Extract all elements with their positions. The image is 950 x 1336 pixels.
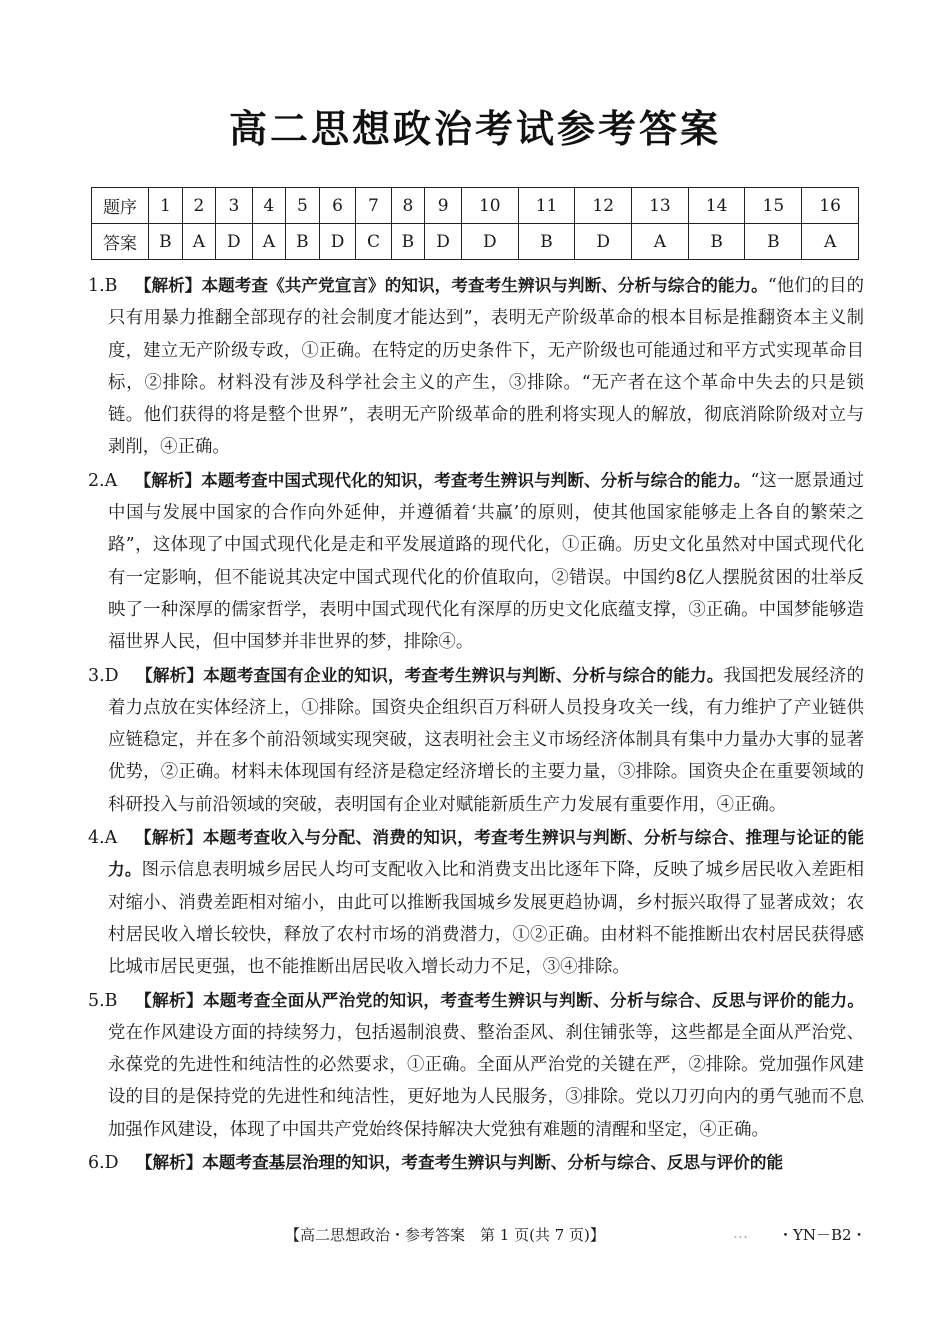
answer-cell: A <box>802 224 859 260</box>
answer-cell: B <box>285 224 319 260</box>
answer-cell: D <box>216 224 253 260</box>
explanation-item <box>88 270 864 464</box>
question-number: 13 <box>632 188 689 224</box>
question-number: 7 <box>356 188 391 224</box>
answer-cell: A <box>252 224 285 260</box>
item-body: “他们的目的只有用暴力推翻全部现存的社会制度才能达到”，表明无产阶级革命的根本目标是推翻资本主义制度，建立无产阶级专政，①正确。在特定的历史条件下，无产阶级也可能通过和平方式实现革命目标，②排除。材料没有涉及科学社会主义的产生，③排除。“无产者在这个革命中失去的只是锁链。他们获得的将是整个世界”，表明无产阶级革命的胜利将实现人的解放，彻底消除阶级对立与剥削，④正确。 <box>108 276 864 458</box>
explanation-item <box>88 822 864 983</box>
item-analysis-heading: 【解析】本题考查全面从严治党的知识，考查考生辨识与判断、分析与综合、反思与评价的能力。 <box>134 990 864 1010</box>
item-analysis-heading: 【解析】本题考查国有企业的知识，考查考生辨识与判断、分析与综合的能力。 <box>135 665 724 685</box>
question-number: 1 <box>149 188 183 224</box>
question-number: 5 <box>285 188 319 224</box>
answer-cell: A <box>182 224 215 260</box>
item-analysis-heading: 【解析】本题考查收入与分配、消费的知识，考查考生辨识与判断、分析与综合、推理与论证的能力。 <box>108 828 864 880</box>
question-number: 6 <box>319 188 356 224</box>
question-number-row <box>92 188 859 224</box>
question-number: 8 <box>391 188 425 224</box>
explanations <box>88 270 864 1180</box>
answer-row <box>92 224 859 260</box>
item-number: 6.D <box>88 1153 119 1174</box>
answer-cell: B <box>518 224 575 260</box>
item-number: 3.D <box>88 665 119 686</box>
answer-table <box>91 187 859 260</box>
item-analysis-heading: 【解析】本题考查基层治理的知识，考查考生辨识与判断、分析与综合、反思与评价的能 <box>135 1153 784 1173</box>
item-body: 图示信息表明城乡居民人均可支配收入比和消费支出比逐年下降，反映了城乡居民收入差距相对缩小、消费差距相对缩小，由此可以推断我国城乡发展更趋协调，乡村振兴取得了显著成效；农村居民收入增长较快，释放了农村市场的消费潜力，①②正确。由材料不能推断出农村居民获得感比城市居民更强，也不能推断出居民收入增长动力不足，③④排除。 <box>108 860 864 978</box>
question-number: 16 <box>802 188 859 224</box>
item-number: 5.B <box>88 990 118 1011</box>
explanation-item <box>88 465 864 659</box>
explanation-item <box>88 660 864 821</box>
answer-cell: B <box>745 224 802 260</box>
answer-cell: A <box>632 224 689 260</box>
question-number: 3 <box>216 188 253 224</box>
question-number: 14 <box>688 188 745 224</box>
answer-cell: D <box>461 224 518 260</box>
item-analysis-heading: 【解析】本题考查中国式现代化的知识，考查考生辨识与判断、分析与综合的能力。 <box>134 470 751 490</box>
item-body: 党在作风建设方面的持续努力，包括遏制浪费、整治歪风、刹住铺张等，这些都是全面从严治党、永葆党的先进性和纯洁性的必然要求，①正确。全面从严治党的关键在严，②排除。党加强作风建设的目的是保持党的先进性和纯洁性，更好地为人民服务，③排除。党以刀刃向内的勇气驰而不息加强作风建设，体现了中国共产党始终保持解决大党独有难题的清醒和坚定，④正确。 <box>108 1022 864 1140</box>
question-number: 10 <box>461 188 518 224</box>
question-number: 12 <box>575 188 632 224</box>
item-analysis-heading: 【解析】本题考查《共产党宣言》的知识，考查考生辨识与判断、分析与综合的能力。 <box>134 276 768 295</box>
answer-cell: C <box>356 224 391 260</box>
answer-cell: D <box>575 224 632 260</box>
footer-page-info: 【高二思想政治・参考答案 第 1 页(共 7 页)】 <box>285 1226 605 1244</box>
answer-cell: B <box>391 224 425 260</box>
question-number: 4 <box>252 188 285 224</box>
footer-mark: … <box>733 1224 748 1242</box>
page-title: 高二思想政治考试参考答案 <box>228 107 721 151</box>
item-number: 2.A <box>88 470 118 491</box>
item-body: 我国把发展经济的着力点放在实体经济上，①排除。国资央企组织百万科研人员投身攻关一线，有力维护了产业链供应链稳定，并在多个前沿领域实现突破，这表明社会主义市场经济体制具有集中力量办大事的显著优势，②正确。材料未体现国有经济是稳定经济增长的主要力量，③排除。国资央企在重要领域的科研投入与前沿领域的突破，表明国有企业对赋能新质生产力发展有重要作用，④正确。 <box>108 665 864 815</box>
question-number: 15 <box>745 188 802 224</box>
question-number: 11 <box>518 188 575 224</box>
question-number: 2 <box>182 188 215 224</box>
explanation-item <box>88 1147 864 1179</box>
footer-code: ・YN－B2・ <box>778 1226 867 1244</box>
answer-cell: B <box>688 224 745 260</box>
explanation-item <box>88 985 864 1146</box>
row-label: 答案 <box>92 224 149 260</box>
item-number: 1.B <box>88 276 118 296</box>
answer-cell: B <box>149 224 183 260</box>
item-number: 4.A <box>88 828 118 849</box>
answer-cell: D <box>425 224 462 260</box>
answer-cell: D <box>319 224 356 260</box>
item-body: “这一愿景通过中国与发展中国家的合作向外延伸，并遵循着‘共赢’的原则，使其他国家能够走上各自的繁荣之路”，这体现了中国式现代化是走和平发展道路的现代化，①正确。历史文化虽然对中国式现代化有一定影响，但不能说其决定中国式现代化的价值取向，②错误。中国约8亿人摆脱贫困的壮举反映了一种深厚的儒家哲学，表明中国式现代化有深厚的历史文化底蕴支撑，③正确。中国梦能够造福世界人民，但中国梦并非世界的梦，排除④。 <box>108 470 864 653</box>
question-number: 9 <box>425 188 462 224</box>
row-label: 题序 <box>92 188 149 224</box>
